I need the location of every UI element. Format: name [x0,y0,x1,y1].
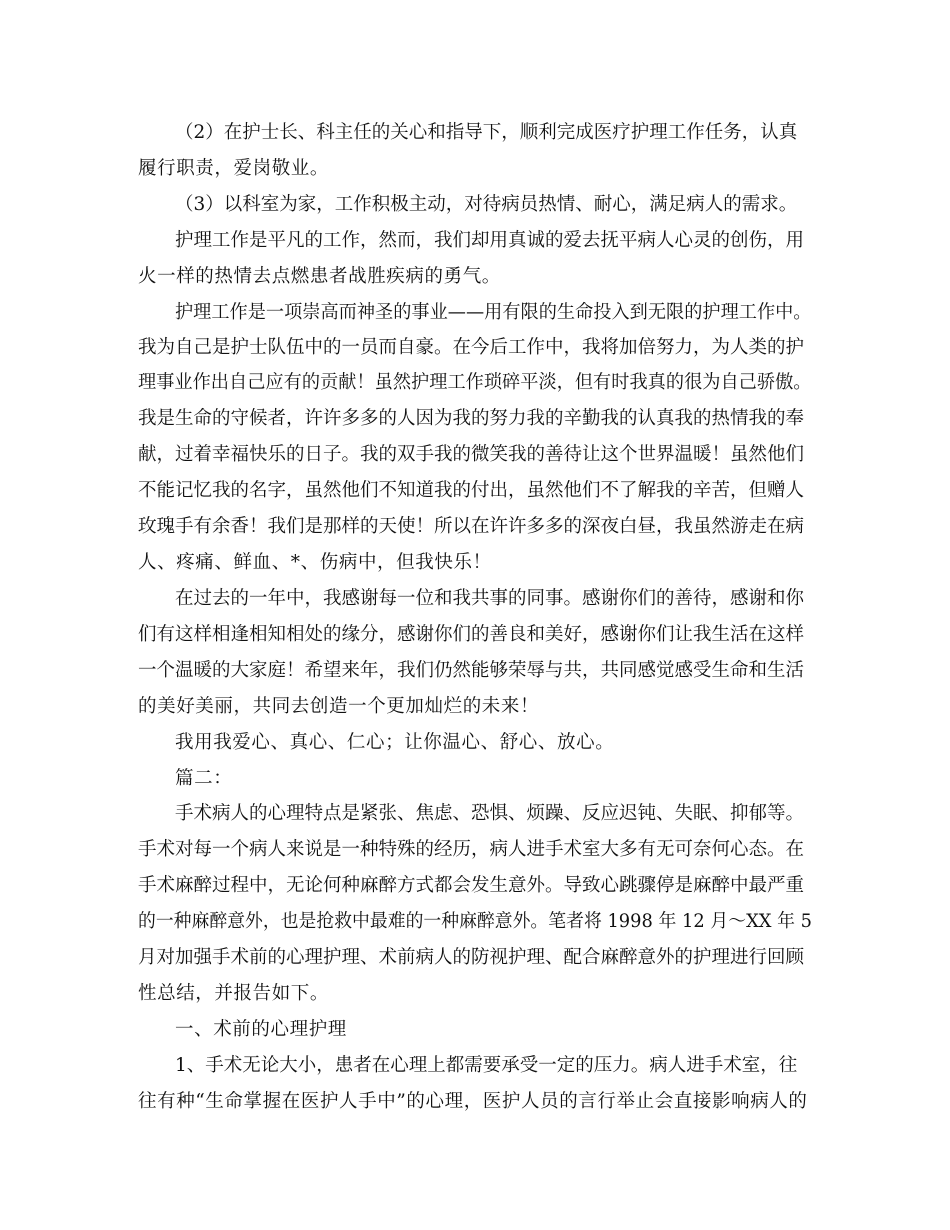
text-line: 献，过着幸福快乐的日子。我的双手我的微笑我的善待让这个世界温暖！虽然他们 [138,444,805,465]
text-line: 1、手术无论大小，患者在心理上都需要承受一定的压力。病人进手术室，往 [175,1055,798,1076]
text-line: 往有种“生命掌握在医护人手中”的心理，医护人员的言行举止会直接影响病人的 [138,1091,808,1112]
text-line: 手术病人的心理特点是紧张、焦虑、恐惧、烦躁、反应迟钝、失眠、抑郁等。 [175,803,805,824]
text-line: 理事业作出自己应有的贡献！虽然护理工作琐碎平淡，但有时我真的很为自己骄傲。 [138,372,812,393]
text-line: 性总结，并报告如下。 [138,983,330,1004]
text-line: 护理工作是平凡的工作，然而，我们却用真诚的爱去抚平病人心灵的创伤，用 [175,230,805,251]
text-line: 的美好美丽，共同去创造一个更加灿烂的未来！ [138,696,540,717]
text-line: 我为自己是护士队伍中的一员而自豪。在今后工作中，我将加倍努力，为人类的护 [138,337,805,358]
subsection-heading: 一、术前的心理护理 [175,1019,347,1040]
text-line: 月对加强手术前的心理护理、术前病人的防视护理、配合麻醉意外的护理进行回顾 [138,947,805,968]
text-line: 手术麻醉过程中，无论何种麻醉方式都会发生意外。导致心跳骤停是麻醉中最严重 [138,875,805,896]
text-line: 火一样的热情去点燃患者战胜疾病的勇气。 [138,266,501,287]
text-line: 们有这样相逢相知相处的缘分，感谢你们的善良和美好，感谢你们让我生活在这样 [138,624,805,645]
text-line: （2）在护士长、科主任的关心和指导下，顺利完成医疗护理工作任务，认真 [175,122,798,143]
text-line: 履行职责，爱岗敬业。 [138,158,330,179]
text-line: 我是生命的守候者，许许多多的人因为我的努力我的辛勤我的认真我的热情我的奉 [138,408,805,429]
text-line: 一个温暖的大家庭！希望来年，我们仍然能够荣辱与共，共同感觉感受生命和生活 [138,660,805,681]
text-line: 人、疼痛、鲜血、*、伤病中，但我快乐！ [138,552,492,573]
text-line: 不能记忆我的名字，虽然他们不知道我的付出，虽然他们不了解我的辛苦，但赠人 [138,480,805,501]
text-line: 玫瑰手有余香！我们是那样的天使！所以在许许多多的深夜白昼，我虽然游走在病 [138,516,805,537]
text-line: 我用我爱心、真心、仁心；让你温心、舒心、放心。 [175,732,615,753]
text-line: 的一种麻醉意外，也是抢救中最难的一种麻醉意外。笔者将 1998 年 12 月～XX 年 5 [138,911,813,932]
text-line: （3）以科室为家，工作积极主动，对待病员热情、耐心，满足病人的需求。 [175,194,798,215]
text-line: 手术对每一个病人来说是一种特殊的经历，病人进手术室大多有无可奈何心态。在 [138,839,805,860]
text-line: 护理工作是一项崇高而神圣的事业——用有限的生命投入到无限的护理工作中。 [175,302,812,323]
section-heading: 篇二： [175,768,233,789]
text-line: 在过去的一年中，我感谢每一位和我共事的同事。感谢你们的善待，感谢和你 [175,588,805,609]
